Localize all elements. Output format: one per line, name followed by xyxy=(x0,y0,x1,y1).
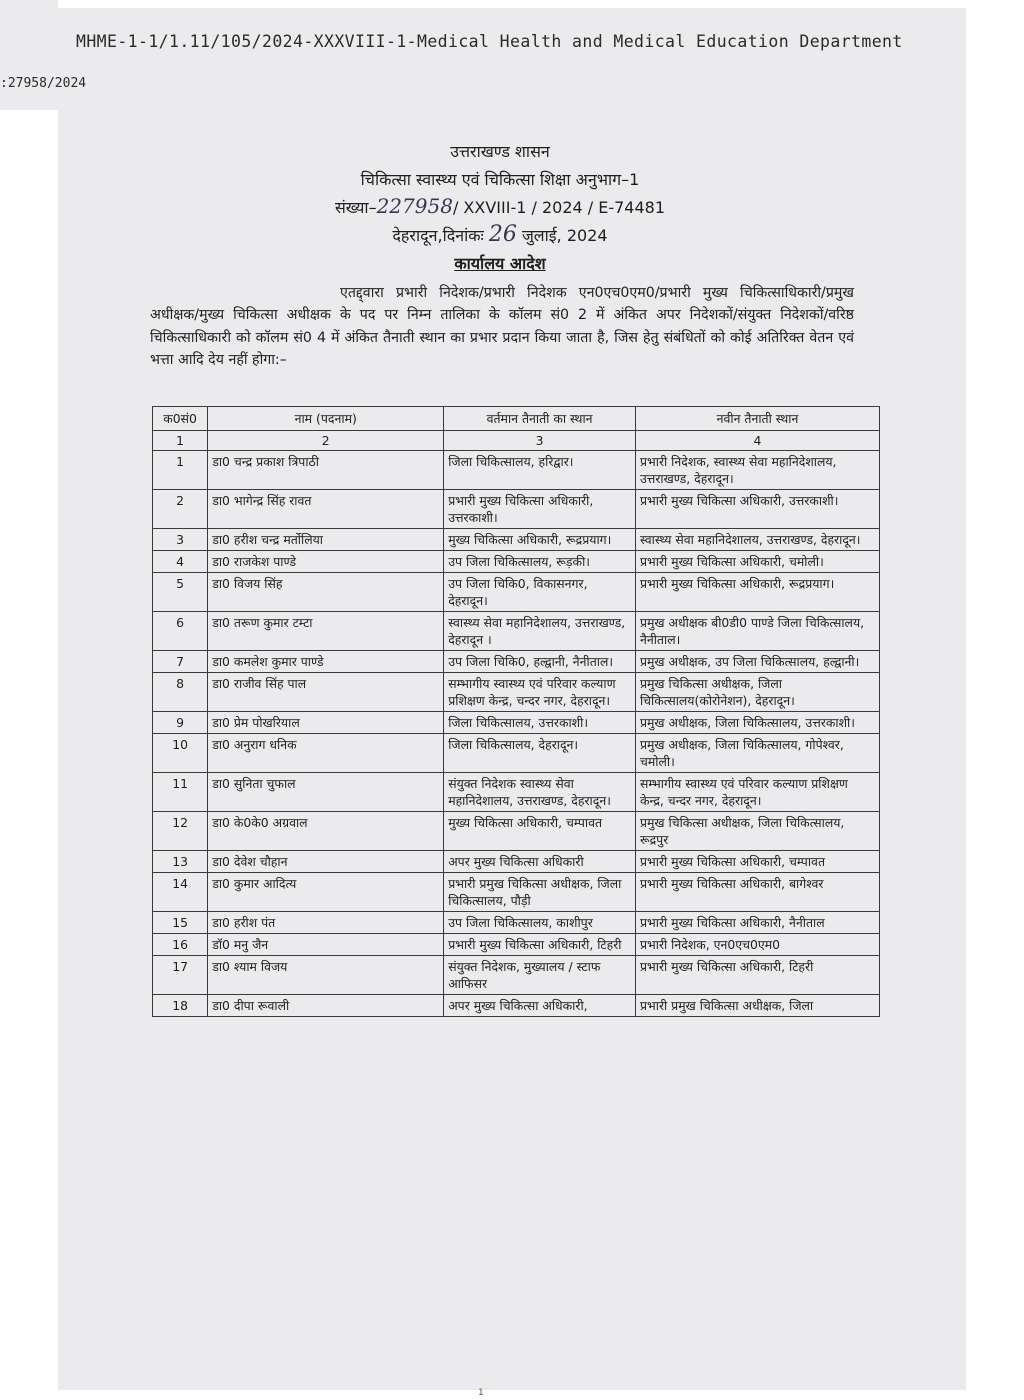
table-header-row xyxy=(153,407,880,431)
name-cell: डा0 श्याम विजय xyxy=(208,956,444,995)
order-title: कार्यालय आदेश xyxy=(454,254,546,273)
name-cell: डा0 राजीव सिंह पाल xyxy=(208,673,444,712)
new-posting-cell: प्रमुख चिकित्सा अधीक्षक, जिला चिकित्सालय(कोरोनेशन), देहरादून। xyxy=(635,673,879,712)
new-posting-cell: प्रमुख चिकित्सा अधीक्षक, जिला चिकित्सालय, रूद्रपुर xyxy=(635,812,879,851)
name-cell: डा0 राजकेश पाण्डे xyxy=(208,551,444,573)
new-posting-cell: सम्भागीय स्वास्थ्य एवं परिवार कल्याण प्रशिक्षण केन्द्र, चन्दर नगर, देहरादून। xyxy=(635,773,879,812)
serial-cell: 5 xyxy=(153,573,208,612)
current-posting-cell: जिला चिकित्सालय, हरिद्वार। xyxy=(444,451,636,490)
current-posting-cell: प्रभारी मुख्य चिकित्सा अधिकारी, टिहरी xyxy=(444,934,636,956)
table-row xyxy=(153,956,880,995)
serial-cell: 18 xyxy=(153,995,208,1017)
table-row xyxy=(153,529,880,551)
header-name: नाम (पदनाम) xyxy=(208,407,444,431)
new-posting-cell: प्रभारी मुख्य चिकित्सा अधिकारी, टिहरी xyxy=(635,956,879,995)
col-number: 2 xyxy=(208,431,444,451)
posting-table xyxy=(152,406,880,1017)
current-posting-cell: मुख्य चिकित्सा अधिकारी, चम्पावत xyxy=(444,812,636,851)
new-posting-cell: प्रमुख अधीक्षक, उप जिला चिकित्सालय, हल्द्वानी। xyxy=(635,651,879,673)
col-number: 3 xyxy=(444,431,636,451)
table-row xyxy=(153,773,880,812)
new-posting-cell: प्रभारी प्रमुख चिकित्सा अधीक्षक, जिला xyxy=(635,995,879,1017)
current-posting-cell: अपर मुख्य चिकित्सा अधिकारी xyxy=(444,851,636,873)
table-row xyxy=(153,995,880,1017)
page-edge xyxy=(0,0,58,110)
current-posting-cell: प्रभारी प्रमुख चिकित्सा अधीक्षक, जिला चिकित्सालय, पौड़ी xyxy=(444,873,636,912)
name-cell: डॉ0 मनु जैन xyxy=(208,934,444,956)
table-row xyxy=(153,934,880,956)
current-posting-cell: सम्भागीय स्वास्थ्य एवं परिवार कल्याण प्रशिक्षण केन्द्र, चन्दर नगर, देहरादून। xyxy=(444,673,636,712)
serial-cell: 7 xyxy=(153,651,208,673)
col-number: 1 xyxy=(153,431,208,451)
table-row xyxy=(153,851,880,873)
table-row xyxy=(153,712,880,734)
current-posting-cell: प्रभारी मुख्य चिकित्सा अधिकारी, उत्तरकाशी। xyxy=(444,490,636,529)
new-posting-cell: प्रभारी निदेशक, एन0एच0एम0 xyxy=(635,934,879,956)
page-number: 1 xyxy=(478,1388,484,1398)
table-row xyxy=(153,573,880,612)
table-row xyxy=(153,490,880,529)
new-posting-cell: प्रभारी मुख्य चिकित्सा अधिकारी, उत्तरकाशी। xyxy=(635,490,879,529)
column-number-row xyxy=(153,431,880,451)
new-posting-cell: स्वास्थ्य सेवा महानिदेशालय, उत्तराखण्ड, देहरादून। xyxy=(635,529,879,551)
department-name: चिकित्सा स्वास्थ्य एवं चिकित्सा शिक्षा अनुभाग–1 xyxy=(360,170,640,189)
new-posting-cell: प्रमुख अधीक्षक, जिला चिकित्सालय, उत्तरकाशी। xyxy=(635,712,879,734)
serial-cell: 1 xyxy=(153,451,208,490)
new-posting-cell: प्रभारी मुख्य चिकित्सा अधिकारी, नैनीताल xyxy=(635,912,879,934)
current-posting-cell: मुख्य चिकित्सा अधिकारी, रूद्रप्रयाग। xyxy=(444,529,636,551)
file-reference-line: MHME-1-1/1.11/105/2024-XXXVIII-1-Medical Health and Medical Education Department xyxy=(76,32,903,51)
new-posting-cell: प्रमुख अधीक्षक, जिला चिकित्सालय, गोपेश्वर, चमोली। xyxy=(635,734,879,773)
file-number: :27958/2024 xyxy=(0,76,87,91)
table-row xyxy=(153,651,880,673)
date-suffix: जुलाई, 2024 xyxy=(521,226,608,245)
name-cell: डा0 तरूण कुमार टम्टा xyxy=(208,612,444,651)
new-posting-cell: प्रभारी मुख्य चिकित्सा अधिकारी, चम्पावत xyxy=(635,851,879,873)
serial-cell: 9 xyxy=(153,712,208,734)
order-number xyxy=(290,194,710,218)
serial-cell: 3 xyxy=(153,529,208,551)
serial-cell: 6 xyxy=(153,612,208,651)
name-cell: डा0 कमलेश कुमार पाण्डे xyxy=(208,651,444,673)
current-posting-cell: अपर मुख्य चिकित्सा अधिकारी, xyxy=(444,995,636,1017)
name-cell: डा0 चन्द्र प्रकाश त्रिपाठी xyxy=(208,451,444,490)
serial-cell: 14 xyxy=(153,873,208,912)
name-cell: डा0 सुनिता चुफाल xyxy=(208,773,444,812)
intro-paragraph: एतद्द्वारा प्रभारी निदेशक/प्रभारी निदेशक एन0एच0एम0/प्रभारी मुख्य चिकित्साधिकारी/प्रमुख अधीक्षक/मुख्य चिकित्सा अधीक्षक के पद पर निम्न तालिका के कॉलम सं0 2 में अंकित अपर निदेशकों/संयुक्त निदेशकों/वरिष्ठ चिकित्साधिकारी को कॉलम सं0 4 में अंकित तैनाती स्थान का प्रभार प्रदान किया जाता है, जिस हेतु संबंधितों को कोई अतिरिक्त वेतन एवं भत्ता आदि देय नहीं होगा:– xyxy=(150,285,854,369)
order-number-suffix: / XXVIII-1 / 2024 / E-74481 xyxy=(452,198,666,217)
serial-cell: 17 xyxy=(153,956,208,995)
new-posting-cell: प्रभारी मुख्य चिकित्सा अधिकारी, बागेश्वर xyxy=(635,873,879,912)
current-posting-cell: उप जिला चिकि0, हल्द्वानी, नैनीताल। xyxy=(444,651,636,673)
current-posting-cell: उप जिला चिकि0, विकासनगर, देहरादून। xyxy=(444,573,636,612)
name-cell: डा0 दीपा रूवाली xyxy=(208,995,444,1017)
government-name: उत्तराखण्ड शासन xyxy=(450,142,550,161)
header-current-posting: वर्तमान तैनाती का स्थान xyxy=(444,407,636,431)
order-number-prefix: संख्या– xyxy=(334,198,377,217)
header-serial: क0सं0 xyxy=(153,407,208,431)
date-handwritten-day: 26 xyxy=(488,222,517,247)
serial-cell: 13 xyxy=(153,851,208,873)
name-cell: डा0 विजय सिंह xyxy=(208,573,444,612)
new-posting-cell: प्रमुख अधीक्षक बी0डी0 पाण्डे जिला चिकित्सालय, नैनीताल। xyxy=(635,612,879,651)
serial-cell: 2 xyxy=(153,490,208,529)
table-row xyxy=(153,673,880,712)
name-cell: डा0 अनुराग धनिक xyxy=(208,734,444,773)
date-prefix: देहरादून,दिनांकः xyxy=(392,226,484,245)
current-posting-cell: संयुक्त निदेशक, मुख्यालय / स्टाफ आफिसर xyxy=(444,956,636,995)
serial-cell: 8 xyxy=(153,673,208,712)
serial-cell: 16 xyxy=(153,934,208,956)
name-cell: डा0 भागेन्द्र सिंह रावत xyxy=(208,490,444,529)
new-posting-cell: प्रभारी मुख्य चिकित्सा अधिकारी, रूद्रप्रयाग। xyxy=(635,573,879,612)
name-cell: डा0 देवेश चौहान xyxy=(208,851,444,873)
table-row xyxy=(153,551,880,573)
header-new-posting: नवीन तैनाती स्थान xyxy=(635,407,879,431)
new-posting-cell: प्रभारी निदेशक, स्वास्थ्य सेवा महानिदेशालय, उत्तराखण्ड, देहरादून। xyxy=(635,451,879,490)
name-cell: डा0 हरीश चन्द्र मर्तोलिया xyxy=(208,529,444,551)
current-posting-cell: उप जिला चिकित्सालय, रूड़की। xyxy=(444,551,636,573)
name-cell: डा0 हरीश पंत xyxy=(208,912,444,934)
serial-cell: 12 xyxy=(153,812,208,851)
name-cell: डा0 कुमार आदित्य xyxy=(208,873,444,912)
table-row xyxy=(153,912,880,934)
table-row xyxy=(153,873,880,912)
order-date xyxy=(290,222,710,247)
current-posting-cell: स्वास्थ्य सेवा महानिदेशालय, उत्तराखण्ड, देहरादून । xyxy=(444,612,636,651)
table-row xyxy=(153,812,880,851)
serial-cell: 15 xyxy=(153,912,208,934)
serial-cell: 4 xyxy=(153,551,208,573)
new-posting-cell: प्रभारी मुख्य चिकित्सा अधिकारी, चमोली। xyxy=(635,551,879,573)
table-row xyxy=(153,612,880,651)
name-cell: डा0 प्रेम पोखरियाल xyxy=(208,712,444,734)
table-row xyxy=(153,451,880,490)
serial-cell: 11 xyxy=(153,773,208,812)
name-cell: डा0 के0के0 अग्रवाल xyxy=(208,812,444,851)
col-number: 4 xyxy=(635,431,879,451)
current-posting-cell: संयुक्त निदेशक स्वास्थ्य सेवा महानिदेशालय, उत्तराखण्ड, देहरादून। xyxy=(444,773,636,812)
order-number-handwritten: 227958 xyxy=(376,194,453,218)
current-posting-cell: उप जिला चिकित्सालय, काशीपुर xyxy=(444,912,636,934)
current-posting-cell: जिला चिकित्सालय, देहरादून। xyxy=(444,734,636,773)
table-row xyxy=(153,734,880,773)
current-posting-cell: जिला चिकित्सालय, उत्तरकाशी। xyxy=(444,712,636,734)
serial-cell: 10 xyxy=(153,734,208,773)
